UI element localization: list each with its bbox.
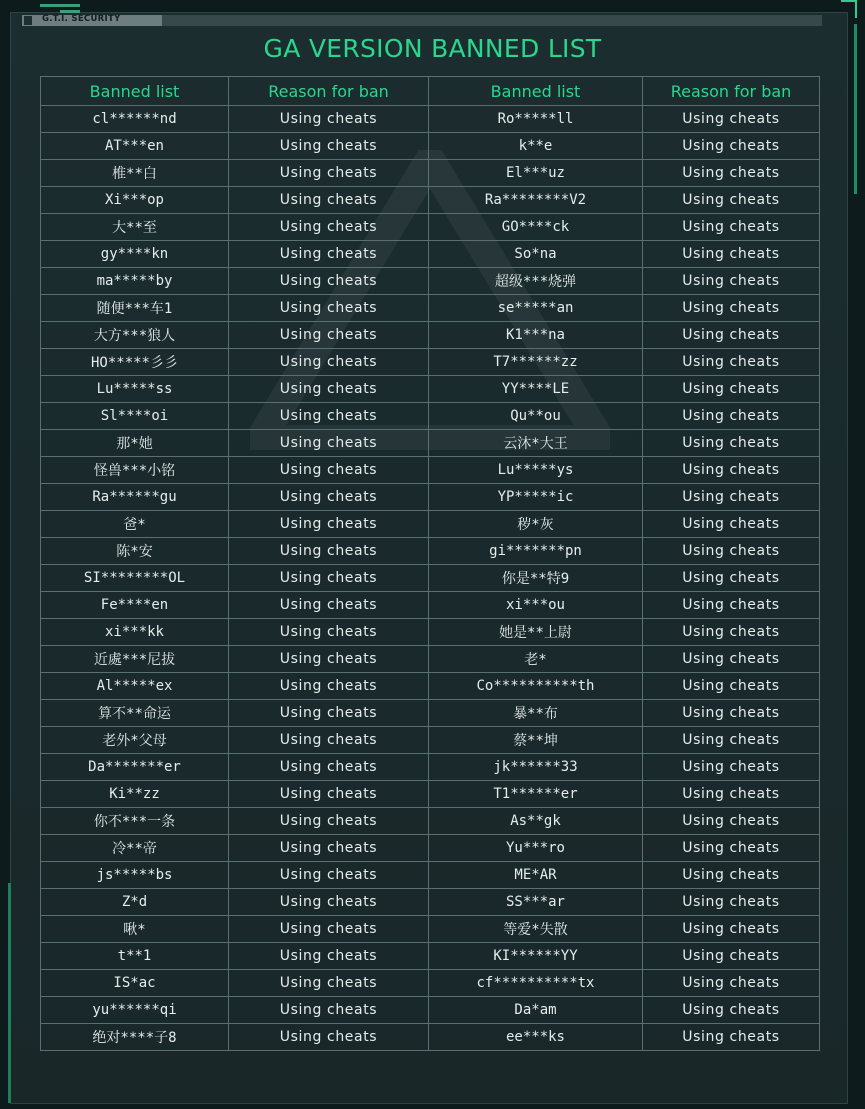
- banned-player-cell: 随便***车1: [41, 295, 229, 322]
- banned-player-cell: So*na: [429, 241, 643, 268]
- banned-player-cell: T7******zz: [429, 349, 643, 376]
- ban-reason-cell: Using cheats: [229, 160, 429, 187]
- banned-player-cell: 怪兽***小铭: [41, 457, 229, 484]
- table-row: [41, 1024, 820, 1051]
- ban-reason-cell: Using cheats: [643, 916, 820, 943]
- banned-player-cell: GO****ck: [429, 214, 643, 241]
- table-row: [41, 808, 820, 835]
- table-row: [41, 106, 820, 133]
- ban-reason-cell: Using cheats: [229, 808, 429, 835]
- banned-player-cell: t**1: [41, 943, 229, 970]
- banned-player-cell: Lu*****ys: [429, 457, 643, 484]
- ban-reason-cell: Using cheats: [229, 376, 429, 403]
- banned-player-cell: cl******nd: [41, 106, 229, 133]
- table-row: [41, 727, 820, 754]
- table-row: [41, 862, 820, 889]
- banned-player-cell: Ki**zz: [41, 781, 229, 808]
- banned-player-cell: cf**********tx: [429, 970, 643, 997]
- banned-player-cell: Lu*****ss: [41, 376, 229, 403]
- table-row: [41, 700, 820, 727]
- banned-player-cell: xi***kk: [41, 619, 229, 646]
- banned-player-cell: 陈*安: [41, 538, 229, 565]
- banned-player-cell: HO*****彡彡: [41, 349, 229, 376]
- banned-player-cell: 大**至: [41, 214, 229, 241]
- ban-reason-cell: Using cheats: [643, 538, 820, 565]
- ban-reason-cell: Using cheats: [229, 970, 429, 997]
- banned-player-cell: 你不***一条: [41, 808, 229, 835]
- banned-player-cell: ma*****by: [41, 268, 229, 295]
- banned-player-cell: k**e: [429, 133, 643, 160]
- tag-square-icon: [24, 16, 32, 25]
- banned-player-cell: Ra********V2: [429, 187, 643, 214]
- ban-reason-cell: Using cheats: [229, 214, 429, 241]
- column-header-banned-list: Banned list: [41, 77, 229, 106]
- banned-player-cell: YY****LE: [429, 376, 643, 403]
- table-row: [41, 646, 820, 673]
- ban-reason-cell: Using cheats: [643, 430, 820, 457]
- ban-reason-cell: Using cheats: [229, 538, 429, 565]
- table-row: [41, 268, 820, 295]
- ban-reason-cell: Using cheats: [229, 1024, 429, 1051]
- ban-reason-cell: Using cheats: [643, 511, 820, 538]
- banned-player-cell: Ro*****ll: [429, 106, 643, 133]
- banned-player-cell: IS*ac: [41, 970, 229, 997]
- banned-player-cell: 暴**布: [429, 700, 643, 727]
- banned-player-cell: gy****kn: [41, 241, 229, 268]
- ban-reason-cell: Using cheats: [643, 457, 820, 484]
- banned-player-cell: 啾*: [41, 916, 229, 943]
- ban-reason-cell: Using cheats: [643, 646, 820, 673]
- banned-player-cell: SI********OL: [41, 565, 229, 592]
- ban-reason-cell: Using cheats: [229, 700, 429, 727]
- ban-reason-cell: Using cheats: [643, 295, 820, 322]
- banned-player-cell: 大方***狼人: [41, 322, 229, 349]
- banned-player-cell: ME*AR: [429, 862, 643, 889]
- ban-reason-cell: Using cheats: [643, 241, 820, 268]
- ban-reason-cell: Using cheats: [229, 295, 429, 322]
- ban-reason-cell: Using cheats: [229, 484, 429, 511]
- ban-reason-cell: Using cheats: [643, 889, 820, 916]
- ban-reason-cell: Using cheats: [643, 673, 820, 700]
- ban-reason-cell: Using cheats: [643, 349, 820, 376]
- banned-player-cell: Co**********th: [429, 673, 643, 700]
- table-row: [41, 592, 820, 619]
- ban-reason-cell: Using cheats: [229, 133, 429, 160]
- table-row: [41, 187, 820, 214]
- decor-corner: [841, 0, 857, 18]
- banned-player-cell: Sl****oi: [41, 403, 229, 430]
- ban-reason-cell: Using cheats: [229, 511, 429, 538]
- table-row: [41, 781, 820, 808]
- banned-player-cell: xi***ou: [429, 592, 643, 619]
- ban-reason-cell: Using cheats: [643, 727, 820, 754]
- ban-reason-cell: Using cheats: [229, 619, 429, 646]
- table-row: [41, 349, 820, 376]
- table-row: [41, 943, 820, 970]
- banned-player-cell: El***uz: [429, 160, 643, 187]
- ban-reason-cell: Using cheats: [229, 592, 429, 619]
- column-header-reason: Reason for ban: [643, 77, 820, 106]
- table-row: [41, 484, 820, 511]
- ban-reason-cell: Using cheats: [229, 241, 429, 268]
- column-header-banned-list: Banned list: [429, 77, 643, 106]
- decor-strip: [60, 10, 80, 13]
- banned-player-cell: jk******33: [429, 754, 643, 781]
- banned-player-cell: Xi***op: [41, 187, 229, 214]
- ban-reason-cell: Using cheats: [229, 646, 429, 673]
- banned-player-cell: As**gk: [429, 808, 643, 835]
- banned-player-cell: Qu**ou: [429, 403, 643, 430]
- security-tag-bar: [22, 15, 822, 26]
- banned-player-cell: K1***na: [429, 322, 643, 349]
- ban-reason-cell: Using cheats: [643, 700, 820, 727]
- table-row: [41, 241, 820, 268]
- ban-reason-cell: Using cheats: [643, 943, 820, 970]
- ban-reason-cell: Using cheats: [229, 268, 429, 295]
- table-row: [41, 214, 820, 241]
- banned-player-cell: 椎**白: [41, 160, 229, 187]
- table-row: [41, 619, 820, 646]
- table-row: [41, 430, 820, 457]
- ban-reason-cell: Using cheats: [229, 349, 429, 376]
- ban-reason-cell: Using cheats: [229, 997, 429, 1024]
- ban-reason-cell: Using cheats: [229, 673, 429, 700]
- table-row: [41, 160, 820, 187]
- ban-reason-cell: Using cheats: [643, 1024, 820, 1051]
- ban-reason-cell: Using cheats: [229, 187, 429, 214]
- banned-player-cell: 老外*父母: [41, 727, 229, 754]
- ban-reason-cell: Using cheats: [643, 160, 820, 187]
- banned-player-cell: 近處***尼拔: [41, 646, 229, 673]
- table-row: [41, 889, 820, 916]
- decor-strip: [40, 4, 80, 7]
- banned-player-cell: 你是**特9: [429, 565, 643, 592]
- ban-reason-cell: Using cheats: [229, 835, 429, 862]
- ban-reason-cell: Using cheats: [643, 808, 820, 835]
- banned-player-cell: Yu***ro: [429, 835, 643, 862]
- table-header-row: [41, 77, 820, 106]
- banned-player-cell: 蔡**坤: [429, 727, 643, 754]
- ban-reason-cell: Using cheats: [643, 781, 820, 808]
- banned-player-cell: AT***en: [41, 133, 229, 160]
- ban-reason-cell: Using cheats: [229, 403, 429, 430]
- ban-reason-cell: Using cheats: [643, 187, 820, 214]
- ban-reason-cell: Using cheats: [643, 592, 820, 619]
- banned-player-cell: yu******qi: [41, 997, 229, 1024]
- ban-reason-cell: Using cheats: [643, 268, 820, 295]
- banned-player-cell: Al*****ex: [41, 673, 229, 700]
- table-row: [41, 916, 820, 943]
- banned-player-cell: Da*am: [429, 997, 643, 1024]
- table-row: [41, 754, 820, 781]
- column-header-reason: Reason for ban: [229, 77, 429, 106]
- ban-reason-cell: Using cheats: [229, 889, 429, 916]
- table-row: [41, 457, 820, 484]
- ban-reason-cell: Using cheats: [643, 619, 820, 646]
- banned-player-cell: 她是**上尉: [429, 619, 643, 646]
- ban-reason-cell: Using cheats: [229, 781, 429, 808]
- ban-reason-cell: Using cheats: [229, 457, 429, 484]
- banned-player-cell: Fe****en: [41, 592, 229, 619]
- ban-reason-cell: Using cheats: [229, 943, 429, 970]
- banned-player-cell: se*****an: [429, 295, 643, 322]
- ban-reason-cell: Using cheats: [643, 106, 820, 133]
- banned-player-cell: 超级***烧弹: [429, 268, 643, 295]
- banned-player-cell: 爸*: [41, 511, 229, 538]
- ban-reason-cell: Using cheats: [643, 997, 820, 1024]
- banned-player-cell: 那*她: [41, 430, 229, 457]
- page-title: GA VERSION BANNED LIST: [263, 34, 602, 63]
- table-row: [41, 403, 820, 430]
- banned-table: [40, 76, 820, 1051]
- table-row: [41, 970, 820, 997]
- banned-player-cell: js*****bs: [41, 862, 229, 889]
- banned-player-cell: gi*******pn: [429, 538, 643, 565]
- decor-bar: [8, 883, 11, 1103]
- ban-reason-cell: Using cheats: [229, 565, 429, 592]
- ban-reason-cell: Using cheats: [229, 754, 429, 781]
- table-row: [41, 673, 820, 700]
- banned-player-cell: 老*: [429, 646, 643, 673]
- banned-player-cell: SS***ar: [429, 889, 643, 916]
- ban-reason-cell: Using cheats: [643, 484, 820, 511]
- table-row: [41, 376, 820, 403]
- ban-reason-cell: Using cheats: [643, 862, 820, 889]
- ban-reason-cell: Using cheats: [643, 214, 820, 241]
- banned-player-cell: 等爱*失散: [429, 916, 643, 943]
- table-row: [41, 511, 820, 538]
- table-row: [41, 133, 820, 160]
- ban-reason-cell: Using cheats: [229, 727, 429, 754]
- table-row: [41, 835, 820, 862]
- banned-player-cell: 绝对****子8: [41, 1024, 229, 1051]
- ban-reason-cell: Using cheats: [229, 322, 429, 349]
- table-row: [41, 538, 820, 565]
- banned-player-cell: ee***ks: [429, 1024, 643, 1051]
- ban-reason-cell: Using cheats: [229, 862, 429, 889]
- banned-player-cell: KI******YY: [429, 943, 643, 970]
- ban-reason-cell: Using cheats: [643, 565, 820, 592]
- banned-player-cell: 云沐*大王: [429, 430, 643, 457]
- table-row: [41, 295, 820, 322]
- ban-reason-cell: Using cheats: [643, 835, 820, 862]
- banned-player-cell: 算不**命运: [41, 700, 229, 727]
- banned-player-cell: Da*******er: [41, 754, 229, 781]
- ban-reason-cell: Using cheats: [643, 970, 820, 997]
- ban-reason-cell: Using cheats: [229, 430, 429, 457]
- ban-reason-cell: Using cheats: [643, 754, 820, 781]
- table-row: [41, 322, 820, 349]
- ban-reason-cell: Using cheats: [643, 403, 820, 430]
- ban-reason-cell: Using cheats: [229, 916, 429, 943]
- table-row: [41, 565, 820, 592]
- ban-reason-cell: Using cheats: [643, 133, 820, 160]
- banned-player-cell: T1******er: [429, 781, 643, 808]
- banned-player-cell: Ra******gu: [41, 484, 229, 511]
- table-row: [41, 997, 820, 1024]
- ban-reason-cell: Using cheats: [643, 376, 820, 403]
- banned-player-cell: YP*****ic: [429, 484, 643, 511]
- banned-player-cell: 冷**帝: [41, 835, 229, 862]
- security-tag: G.T.I. SECURITY: [42, 14, 121, 24]
- ban-reason-cell: Using cheats: [229, 106, 429, 133]
- ban-reason-cell: Using cheats: [643, 322, 820, 349]
- banned-player-cell: 秽*灰: [429, 511, 643, 538]
- banned-player-cell: Z*d: [41, 889, 229, 916]
